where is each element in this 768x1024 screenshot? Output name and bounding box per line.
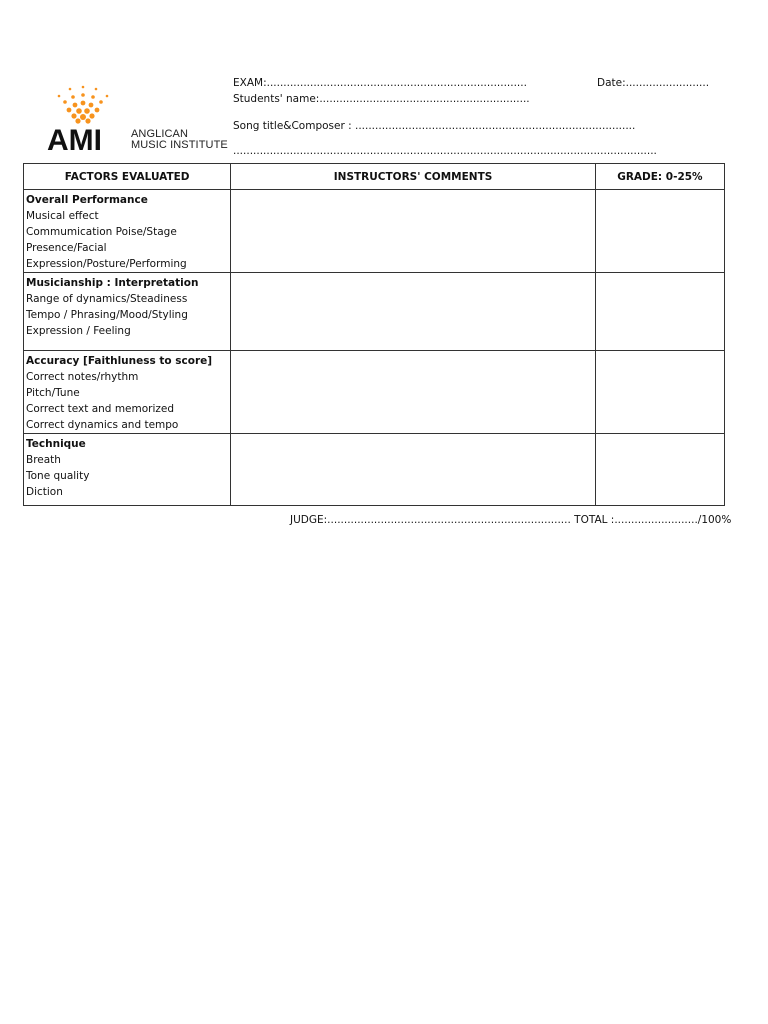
evaluation-table (23, 163, 725, 506)
comment-cell[interactable] (231, 351, 596, 434)
grade-cell[interactable] (595, 190, 724, 273)
header-instructors-comments: INSTRUCTORS' COMMENTS (231, 164, 596, 190)
factor-item: Expression / Feeling (26, 325, 131, 337)
exam-field[interactable]: EXAM:.............................................................................. (233, 77, 527, 89)
factor-title: Musicianship : Interpretation (26, 277, 199, 289)
table-row (24, 273, 725, 351)
logo-name-line2: MUSIC INSTITUTE (131, 139, 228, 151)
factor-cell-overall-performance (24, 190, 231, 273)
grade-cell[interactable] (595, 351, 724, 434)
factor-title: Overall Performance (26, 194, 148, 206)
factor-cell-technique (24, 434, 231, 506)
factor-title: Accuracy [Faithluness to score] (26, 355, 213, 367)
comment-cell[interactable] (231, 273, 596, 351)
judge-total-line[interactable]: JUDGE:......................................................................... TOTAL :........................./100% (290, 514, 732, 526)
factor-item: Breath (26, 454, 61, 466)
factor-item: Tone quality (26, 470, 90, 482)
table-header-row (24, 164, 725, 190)
comment-cell[interactable] (231, 434, 596, 506)
factor-item: Correct notes/rhythm (26, 371, 139, 383)
factor-item: Expression/Posture/Performing (26, 258, 187, 270)
factor-item: Presence/Facial (26, 242, 107, 254)
grade-cell[interactable] (595, 434, 724, 506)
factor-cell-musicianship (24, 273, 231, 351)
logo-name-line1: ANGLICAN (131, 128, 189, 140)
factor-item: Pitch/Tune (26, 387, 80, 399)
factor-item: Tempo / Phrasing/Mood/Styling (26, 309, 188, 321)
factor-item: Correct dynamics and tempo (26, 419, 179, 431)
ami-logo (44, 80, 228, 155)
song-title-continuation-line[interactable]: ............................................................................................................................... (233, 145, 657, 157)
students-name-field[interactable]: Students' name:............................................................... (233, 93, 530, 105)
grade-cell[interactable] (595, 273, 724, 351)
ami-logo-mark: AMI (47, 124, 102, 155)
comment-cell[interactable] (231, 190, 596, 273)
header-grade: GRADE: 0-25% (595, 164, 724, 190)
date-field[interactable]: Date:......................... (597, 77, 710, 89)
factor-item: Correct text and memorized (26, 403, 175, 415)
factor-cell-accuracy (24, 351, 231, 434)
table-row (24, 190, 725, 273)
table-row (24, 351, 725, 434)
factor-item: Diction (26, 486, 63, 498)
header-factors-evaluated: FACTORS EVALUATED (24, 164, 231, 190)
table-row (24, 434, 725, 506)
factor-item: Range of dynamics/Steadiness (26, 293, 188, 305)
factor-item: Musical effect (26, 210, 99, 222)
factor-item: Commumication Poise/Stage (26, 226, 177, 238)
factor-title: Technique (26, 438, 86, 450)
song-title-composer-field[interactable]: Song title&Composer : .................................................................................... (233, 120, 636, 132)
